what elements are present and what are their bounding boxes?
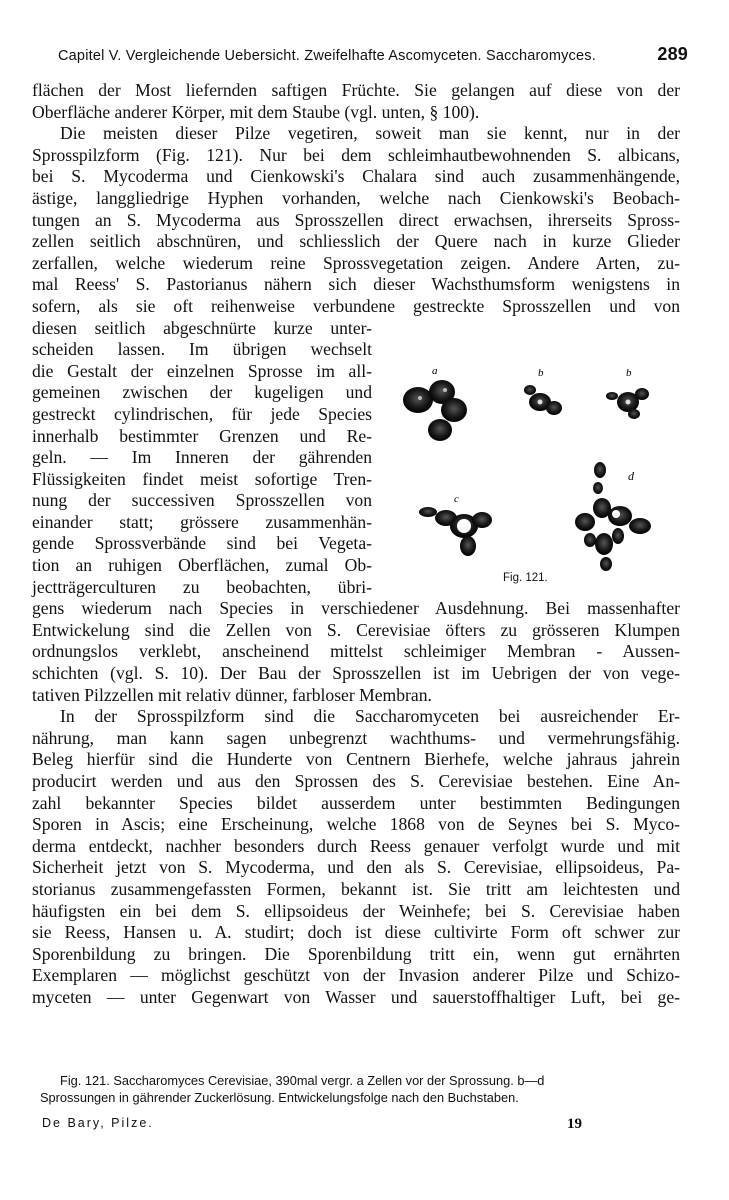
panel-label-b-2: b xyxy=(626,367,632,379)
text-line: Sporenbildung zu bringen. Die Sporenbildung tritt ein, wenn gut ernährten xyxy=(32,943,680,964)
text-line: Beleg hierfür sind die Hunderte von Centnern Bierhefe, welche jahraus jahrein xyxy=(32,749,680,770)
text-line: Sporen in Ascis; eine Erscheinung, welche 1868 von de Seynes bei S. Myco- xyxy=(32,814,680,835)
text-line: Sprosspilzform (Fig. 121). Nur bei dem schleimhautbewohnenden S. albicans, xyxy=(32,144,680,165)
text-line: nährung, man kann sagen unbegrenzt wachthums- und vermehrungsfähig. xyxy=(32,727,680,748)
running-head-title: Capitel V. Vergleichende Uebersicht. Zweifelhafte Ascomyceten. Saccharomyces. xyxy=(58,48,596,64)
text-line: Flüssigkeiten findet meist sofortige Tren- xyxy=(32,468,372,489)
text-line: Die meisten dieser Pilze vegetiren, soweit man sie kennt, nur in der xyxy=(60,123,680,144)
text-line: Exemplaren — möglichst geschützt von der Invasion anderer Pilze und Schizo- xyxy=(32,965,680,986)
text-line: tion an ruhigen Oberflächen, zumal Ob- xyxy=(32,555,372,576)
yeast-cells-figure xyxy=(390,362,680,592)
text-line: mal Reess' S. Pastorianus nähern sich dieser Wachsthumsform wenigstens in xyxy=(32,274,680,295)
caption-line-2: Sprossungen in gährender Zuckerlösung. Entwickelungsfolge nach den Buchstaben. xyxy=(40,1090,519,1105)
text-line: ästige, langgliedrige Hyphen vorhanden, welche nach Cienkowski's Beobach- xyxy=(32,187,680,208)
text-line: zerfallen, welche wiederum reine Sprossvegetation zeigen. Andere Arten, zu- xyxy=(32,252,680,273)
text-line: die Gestalt der einzelnen Sprosse im all- xyxy=(32,360,372,381)
text-line: flächen der Most liefernden saftigen Früchte. Sie gelangen auf diese von der xyxy=(32,80,680,100)
text-line: myceten — unter Gegenwart von Wasser und sauerstoffhaltiger Luft, bei ge- xyxy=(32,986,680,1007)
text-line: producirt werden und aus den Sprossen des S. Cerevisiae bestehen. Eine An- xyxy=(32,771,680,791)
signature-mark: 19 xyxy=(567,1116,582,1132)
page-number: 289 xyxy=(657,44,688,64)
text-line: diesen seitlich abgeschnürte kurze unter- xyxy=(32,317,372,338)
cells-panel-a xyxy=(403,380,467,441)
cells-panel-b1 xyxy=(524,385,562,415)
text-line: Oberfläche anderer Körper, mit dem Staube (vgl. unten, § 100). xyxy=(32,101,480,122)
text-line: einander statt; grössere zusammenhän- xyxy=(32,511,372,532)
text-line: tungen an S. Mycoderma aus Sprosszellen direct erwachsen, ihrerseits Spross- xyxy=(32,209,680,230)
text-line: gemeinen zwischen der kugeligen und xyxy=(32,382,372,403)
text-line: jectträgerculturen zu beobachten, übri- xyxy=(32,576,372,597)
text-line: derma entdeckt, nachher besonders durch Reess genauer verfolgt wurde und mit xyxy=(32,835,680,856)
text-line: Sicherheit jetzt von S. Mycoderma, und den als S. Cerevisiae, ellipsoideus, Pa- xyxy=(32,857,680,878)
text-line: storianus zusammengefassten Formen, bekannt ist. Sie tritt am leichtesten und xyxy=(32,878,680,899)
footer-author: De Bary, Pilze. xyxy=(42,1116,154,1130)
panel-label-b: b xyxy=(538,367,544,379)
panel-label-d: d xyxy=(628,469,634,483)
text-line: In der Sprosspilzform sind die Saccharomyceten bei ausreichender Er- xyxy=(60,706,680,727)
text-line: gens wiederum nach Species in verschiedener Ausdehnung. Bei massenhafter xyxy=(32,598,680,619)
panel-label-c: c xyxy=(454,493,459,505)
figure-caption xyxy=(40,1072,680,1106)
text-line: innerhalb bestimmter Grenzen und Re- xyxy=(32,425,372,446)
running-head xyxy=(58,44,688,65)
cells-panel-b2 xyxy=(606,388,649,419)
page-footer xyxy=(42,1116,582,1133)
text-line: häufigsten ein bei dem S. ellipsoideus der Weinhefe; bei S. Cerevisiae haben xyxy=(32,900,680,921)
text-line: Entwickelung sind die Zellen von S. Cerevisiae öfters zu grösseren Klumpen xyxy=(32,619,680,640)
cells-panel-c xyxy=(419,507,492,556)
cells-panel-d xyxy=(575,462,651,571)
text-line: sie Reess, Hansen u. A. studirt; doch ist diese cultivirte Form oft schwer zur xyxy=(32,922,680,943)
figure-label: Fig. 121. xyxy=(503,572,548,584)
text-line: nung der successiven Sprosszellen von xyxy=(32,490,372,511)
text-line: scheiden lassen. Im übrigen wechselt xyxy=(32,339,372,360)
text-line: schichten (vgl. S. 10). Der Bau der Sprosszellen ist im Uebrigen der von vege- xyxy=(32,663,680,684)
text-line: zahl bekannter Species bildet ausserdem unter bestimmten Bedingungen xyxy=(32,792,680,813)
panel-label-a: a xyxy=(432,365,438,377)
text-line: ordnungslos verklebt, anscheinend mittelst schleimiger Membran - Aussen- xyxy=(32,641,680,662)
text-line: sofern, als sie oft reihenweise verbundene gestreckte Sprosszellen und von xyxy=(32,295,680,316)
text-line: tativen Pilzzellen mit relativ dünner, farbloser Membran. xyxy=(32,684,432,705)
text-line: geln. — Im Inneren der gährenden xyxy=(32,447,372,468)
text-line: zellen seitlich abschnüren, und schliesslich der Quere nach in kurze Glieder xyxy=(32,231,680,252)
caption-line-1: Fig. 121. Saccharomyces Cerevisiae, 390mal vergr. a Zellen vor der Sprossung. b—d xyxy=(60,1073,545,1088)
text-line: gende Sprossverbände sind bei Vegeta- xyxy=(32,533,372,554)
text-line: gestreckt cylindrischen, für jede Species xyxy=(32,403,372,424)
text-line: bei S. Mycoderma und Cienkowski's Chalara sind auch zusammenhängende, xyxy=(32,166,680,187)
